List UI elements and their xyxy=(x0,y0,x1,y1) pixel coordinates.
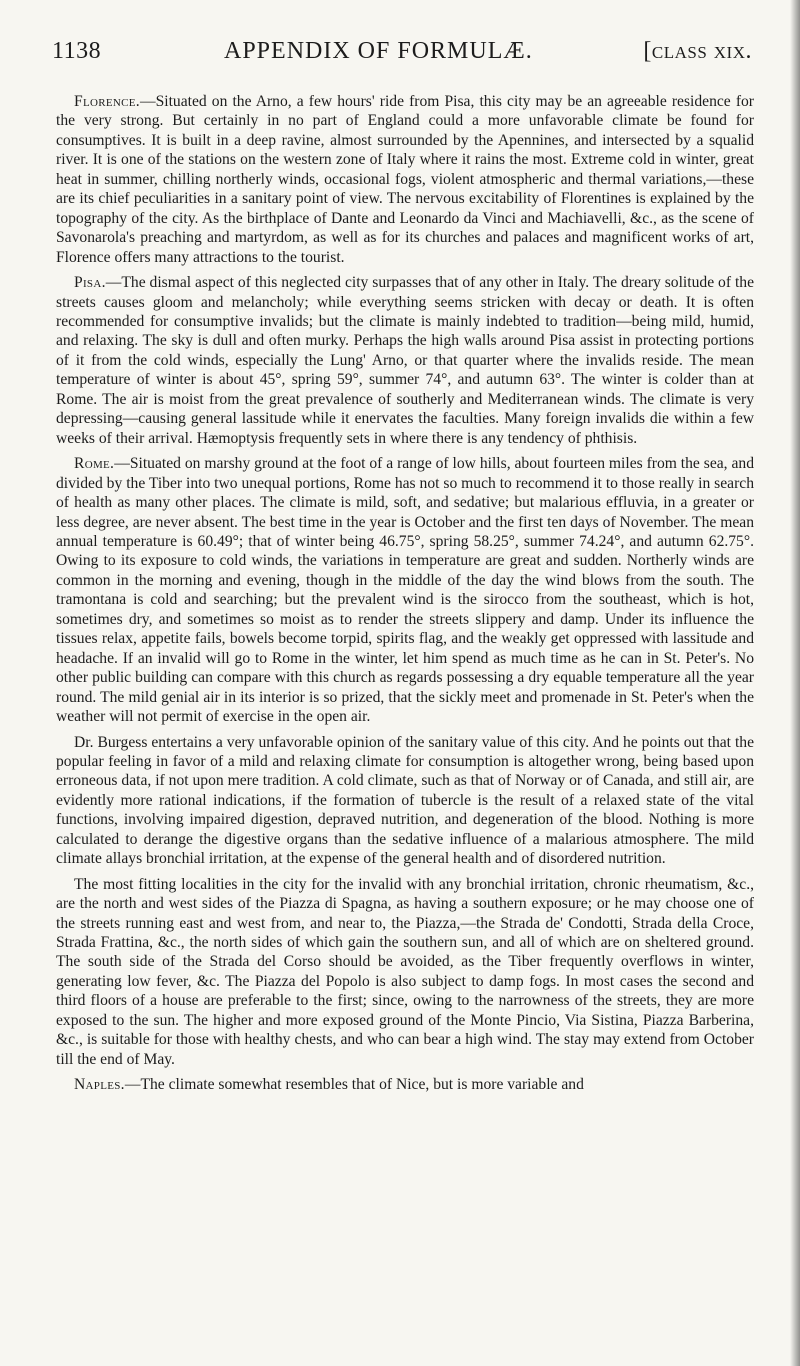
paragraph-pisa xyxy=(56,273,754,448)
paragraph-text: The most fitting localities in the city for the invalid with any bronchial irritation, chronic rheumatism, &c., are the north and west sides of the Piazza di Spagna, as having a southern exposure; or he may choose one of the streets running east and west from, and near to, the Piazza,—the Strada de' Condotti, Strada della Croce, Strada Frattina, &c., the north sides of which gain the southern sun, and all of which are on sheltered ground. The south side of the Strada del Corso should be avoided, as the Tiber frequently overflows in winter, generating low fever, &c. The Piazza del Popolo is also subject to damp fogs. In most cases the second and third floors of a house are preferable to the first; since, owing to the narrowness of the streets, they are more exposed to the sun. The higher and more exposed ground of the Monte Pincio, Via Sistina, Piazza Barberina, &c., is suitable for those with healthy chests, and who can bear a high wind. The stay may extend from October till the end of May. xyxy=(56,875,754,1068)
paragraph-text: —The climate somewhat resembles that of Nice, but is more variable and xyxy=(124,1076,584,1094)
lead-word: Rome. xyxy=(74,455,115,473)
paragraph-text: Dr. Burgess entertains a very unfavorable opinion of the sanitary value of this city. And he points out that the popular feeling in favor of a mild and relaxing climate for consumption is altogether wrong, being based upon erroneous data, if not upon mere tradition. A cold climate, such as that of Norway or of Canada, and still air, are evidently more rational indications, if the formation of tubercle is the result of a relaxed state of the vital functions, involving impaired digestion, depraved nutrition, and degeneration of the blood. Nothing is more calculated to derange the digestive organs than the sedative influence of a malarious atmosphere. The mild climate allays bronchial irritation, at the expense of the general health and of disordered nutrition. xyxy=(56,733,754,868)
paragraph-text: —Situated on marshy ground at the foot of a range of low hills, about fourteen miles from the sea, and divided by the Tiber into two unequal portions, Rome has not so much to recommend it to those really in search of health as many other places. The climate is mild, soft, and sedative; but malarious effluvia, in a greater or less degree, are never absent. The best time in the year is October and the first ten days of November. The mean annual temperature is 60.49°; that of winter being 46.75°, spring 58.25°, summer 74.24°, and autumn 62.75°. Owing to its exposure to cold winds, the variations in temperature are great and sudden. Northerly winds are common in the morning and evening, though in the middle of the day the wind blows from the south. The tramontana is cold and searching; but the prevalent wind is the sirocco from the southeast, which is hot, sometimes dry, and sometimes so moist as to render the streets slippery and damp. Under its influence the tissues relax, appetite fails, bowels become torpid, spirits flag, and the weakly get oppressed with lassitude and headache. If an invalid will go to Rome in the winter, let him spend as much time as he can in St. Peter's. No other public building can compare with this church as regards possessing a dry equable temperature all the year round. The mild genial air in its interior is so prized, that the sickly meet and promenade in St. Peter's when the weather will not permit of exercise in the open air. xyxy=(56,455,754,726)
paragraph-text: —The dismal aspect of this neglected city surpasses that of any other in Italy. The dreary solitude of the streets causes gloom and melancholy; while everything seems stricken with decay or death. It is often recommended for consumptive invalids; but the climate is mainly indebted to tradition—being mild, humid, and relaxing. The sky is dull and often murky. Perhaps the high walls around Pisa assist in protecting portions of it from the cold winds, especially the Lung' Arno, or that quarter where the invalids reside. The mean temperature of winter is about 45°, spring 59°, summer 74°, and autumn 63°. The winter is colder than at Rome. The air is moist from the great prevalence of southerly and Mediterranean winds. The climate is very depressing—causing general lassitude while it enervates the faculties. Many foreign invalids die within a few weeks of their arrival. Hæmoptysis frequently sets in where there is any tendency of phthisis. xyxy=(56,274,754,447)
lead-word: Naples. xyxy=(74,1076,125,1094)
paragraph-text: —Situated on the Arno, a few hours' ride from Pisa, this city may be an agreeable residence for the very strong. But certainly in no part of England could a more unfavorable climate be found for consumptives. It is built in a deep ravine, almost surrounded by the Apennines, and intersected by a squalid river. It is one of the stations on the western zone of Italy where it rains the most. Extreme cold in winter, great heat in summer, chilling northerly winds, occasional fogs, violent atmospheric and thermal variations,—these are its chief peculiarities in a sanitary point of view. The nervous excitability of Florentines is explained by the topography of the city. As the birthplace of Dante and Leonardo da Vinci and Machiavelli, &c., as the scene of Savonarola's preaching and martyrdom, as well as for its churches and palaces and magnificent works of art, Florence offers many attractions to the tourist. xyxy=(56,93,754,266)
lead-word: Florence. xyxy=(74,93,140,110)
paragraph-florence xyxy=(56,92,754,267)
running-title: APPENDIX OF FORMULÆ. xyxy=(224,38,533,64)
class-label: [class xix. xyxy=(643,38,752,64)
lead-word: Pisa. xyxy=(74,274,106,292)
paragraph-localities xyxy=(56,875,754,1070)
body-text xyxy=(56,92,754,1101)
running-head xyxy=(52,34,752,68)
page-number: 1138 xyxy=(52,38,102,64)
paragraph-rome xyxy=(56,454,754,726)
paragraph-naples xyxy=(56,1075,754,1094)
page-edge-shadow xyxy=(790,0,800,1366)
paragraph-burgess xyxy=(56,733,754,869)
